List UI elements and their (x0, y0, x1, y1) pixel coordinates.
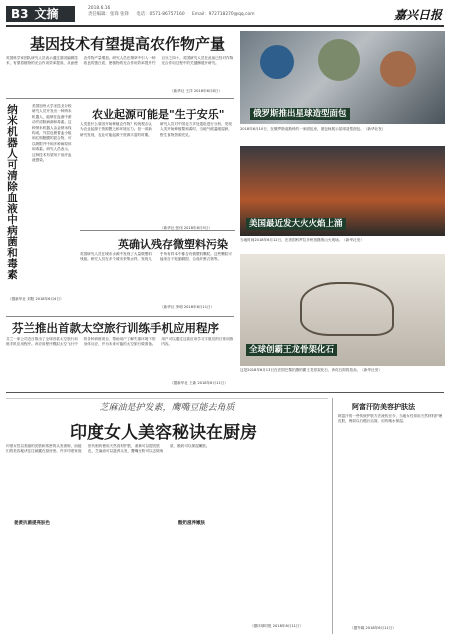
article-3-body: 人类是什么原因开始种植农作物？传统观点认为农业起源于资源匮乏和环境压力。但一项新研究发现，农业可能起源于资源丰富的时期。研究人员对中国北方多处遗址进行分析，发现人类开始种植粟和黍时，当地气候温暖湿润，野生食物资源充足。 (80, 122, 232, 137)
photo-3-label: 全球创霸王龙骨架化石 (246, 344, 337, 356)
photo-1-caption: 2018年6月10日，在俄罗斯莫斯科的一家面包房，面包师展示星球造型面包。（新华社发） (240, 127, 386, 131)
article-5-title: 芬兰推出首款太空旅行训练手机应用程序 (12, 321, 219, 335)
article-6-subhead-1: 姜黄抗菌提亮肤色 (14, 521, 50, 526)
editor-credit: 责任编辑：张锋 张锋 (88, 12, 129, 17)
divider (6, 392, 444, 393)
article-6-kicker-band (6, 398, 328, 419)
email: Email：972718270@qq.com (192, 12, 255, 17)
article-6-kicker: 芝麻油是护发素，鹰嘴豆能去角质 (99, 403, 235, 413)
article-6-title: 印度女人美容秘诀在厨房 (70, 423, 257, 443)
header-rule (6, 25, 444, 27)
article-4-byline: （新华社 李明 2018年6月11日） (160, 305, 215, 309)
article-1-body: 英国科学家团队研究人员表示通过基因编辑技术，有望将植物的光合作用效率提高，从而使农作物产量增加。研究人员在烟草中引入一种改良的蛋白质，使植物的光合作用效率提升约百分之四十。英国研究人员在此前已经对作物光合作用过程中的关键酶展开研究。 (6, 56, 234, 66)
column-divider (332, 398, 333, 634)
article-7-title: 阿富汗防美容护肤法 (352, 403, 415, 411)
article-2-title: 纳米机器人可清除血液中病菌和毒素 (6, 104, 18, 280)
section-code: B3 (11, 7, 29, 21)
divider (6, 98, 234, 99)
article-4-title: 英确认残存微塑料污染 (118, 238, 228, 251)
section-badge (6, 6, 75, 22)
article-3-title: 农业起源可能是"生于安乐" (92, 108, 225, 121)
photo-1-label: 俄罗斯推出星球造型面包 (250, 108, 350, 120)
divider (6, 316, 234, 317)
paper-name: 嘉兴日报 (393, 8, 442, 22)
article-6-byline: （据环球时报 2018年6月11日） (250, 624, 304, 628)
divider (80, 230, 235, 231)
phone: 电话：0571-86757160 (136, 12, 185, 17)
photo-wildfire (240, 146, 445, 236)
article-1-title: 基因技术有望提高农作物产量 (30, 35, 226, 53)
article-3-byline: （新华社 张伟 2018年6月5日） (160, 226, 212, 230)
article-6-subhead-2: 酸奶滋养嫩肤 (178, 521, 205, 526)
article-4-body: 英国研究人员在城市水源中发现了大量微塑料残留。研究人员在多个城市采集水样，发现几乎所有样本中都含有微塑料颗粒。这些颗粒可能来自于轮胎磨损、合成纤维衣物等。 (80, 252, 232, 262)
article-7-body: 阿富汗的一些传统护肤方法流传至今，当地女性常用天然材料护理皮肤，例如以石榴汁洁面，用玫瑰水保湿。 (338, 414, 443, 424)
article-2-body: 美国加州大学圣迭戈分校研究人员开发出一种纳米机器人，能够在血液中游动并清除病菌和毒素。这种纳米机器人由金纳米线构成，外层包裹着血小板和红细胞膜的混合物，可以吸附并中和多种病原体和毒素。研究人员表示，这种技术有望用于治疗血液感染。 (32, 104, 72, 163)
article-7-byline: （据外媒 2018年6月11日） (350, 626, 396, 630)
section-name: 文摘 (34, 7, 59, 21)
article-6-body: 印度女性以美丽的皮肤和浓密的头发著称，而她们的美容秘诀往往就藏在厨房里。许多印度家庭世代相传使用天然食材护肤，姜黄可以提亮肤色，芝麻油可以滋养头发，鹰嘴豆粉可以去除角质，酸奶可以保湿嫩肤。 (6, 444, 210, 454)
issue-date: 2018.6.16 (88, 6, 111, 11)
photo-2-label: 美国最近发大火火焰上涌 (246, 218, 346, 230)
skeleton-shape (300, 282, 394, 336)
planet-bread-2 (318, 39, 360, 81)
photo-trex-skeleton (240, 254, 445, 366)
article-5-body: 芬兰一家公司近日推出了全球首款太空旅行训练手机应用程序。该应用程序模拟太空飞行中的各种训练项目，帮助用户了解失重环境下的身体反应，并为未来可能的太空旅行做准备。用户可以通过这款应用学习宇航员的日常训练内容。 (6, 337, 234, 347)
article-5-byline: （据新华社 王新 2018年6月11日） (170, 381, 228, 385)
photo-2-caption: 当地时间2018年6月12日，在美国科罗拉多州拍摄的山火现场。（新华社发） (240, 238, 364, 242)
article-1-byline: （新华社 王洋 2018年6月8日） (170, 89, 222, 93)
photo-3-caption: 这是2018年6月13日在法国巴黎拍摄的霸王龙骨架化石，该化石即将拍卖。（新华社发） (240, 368, 382, 372)
photo-planet-bread (240, 31, 445, 124)
header-meta (88, 6, 348, 18)
article-2-byline: （据新华社 刘阳 2018年6月4日） (8, 297, 64, 301)
planet-bread-3 (380, 51, 416, 87)
planet-bread-1 (260, 45, 294, 79)
